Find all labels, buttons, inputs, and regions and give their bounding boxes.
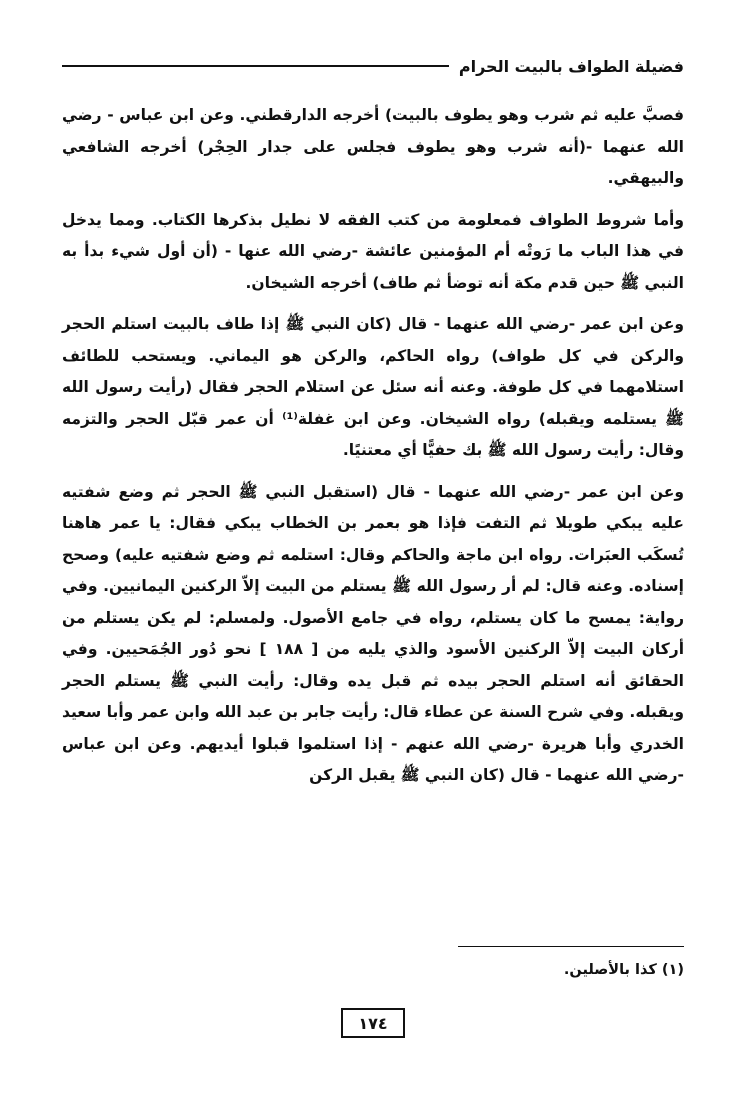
running-header <box>62 54 684 78</box>
main-text <box>62 100 684 792</box>
footnote: (١) كذا بالأصلين. <box>563 962 684 978</box>
header-rule <box>62 65 449 67</box>
paragraph: فصبَّ عليه ثم شرب وهو يطوف بالبيت) أخرجه الدارقطني. وعن ابن عباس - رضي الله عنهما -(أنه شرب وهو يطوف فجلس على جدار الحِجْر) أخرجه الشافعي والبيهقي. <box>62 106 684 187</box>
paragraph: وعن ابن عمر -رضي الله عنهما - قال (كان النبي ﷺ إذا طاف بالبيت استلم الحجر والركن في كل طواف) رواه الحاكم، والركن هو اليماني. ويستحب للطائف استلامهما في كل طوفة. وعنه أنه سئل عن استلام الحجر فقال (رأيت رسول الله ﷺ يستلمه ويقبله) رواه الشيخان. وعن ابن غفلة⁽¹⁾ أن عمر قبّل الحجر والتزمه وقال: رأيت رسول الله ﷺ بك حفيًّا أي معتنيًا. <box>62 315 684 459</box>
paragraph: وأما شروط الطواف فمعلومة من كتب الفقه لا نطيل بذكرها الكتاب. ومما يدخل في هذا الباب ما رَوتْه أم المؤمنين عائشة -رضي الله عنها - (أن أول شيء بدأ به النبي ﷺ حين قدم مكة أنه توضأ ثم طاف) أخرجه الشيخان. <box>62 210 684 292</box>
paragraph: وعن ابن عمر -رضي الله عنهما - قال (استقبل النبي ﷺ الحجر ثم وضع شفتيه عليه يبكي طويلا ثم التفت فإذا هو بعمر بن الخطاب يبكي فقال: يا عمر هاهنا تُسكَب العبَرات. رواه ابن ماجة والحاكم وقال: استلمه ثم وضع شفتيه عليه) وصحح إسناده. وعنه قال: لم أر رسول الله ﷺ يستلم من البيت إلاّ الركنين اليمانيين. وفي رواية: يمسح ما كان يستلم، رواه في جامع الأصول. ولمسلم: لم يكن يستلم من أركان البيت إلاّ الركنين الأسود والذي يليه من [ ١٨٨ ] نحو دُور الجُمَحيين. وفي الحقائق أنه استلم الحجر بيده ثم قبل يده وقال: رأيت النبي ﷺ يستلم الحجر ويقبله. وفي شرح السنة عن عطاء قال: رأيت جابر بن عبد الله وابن عمر وأبا سعيد الخدري وأبا هريرة -رضي الله عنهم - إذا استلموا قبلوا أيديهم. وعن ابن عباس -رضي الله عنهما - قال (كان النبي ﷺ يقبل الركن <box>62 482 685 784</box>
header-title: فضيلة الطواف بالبيت الحرام <box>458 56 684 76</box>
footnote-divider <box>458 946 684 947</box>
page-number: ١٧٤ <box>341 1008 405 1038</box>
